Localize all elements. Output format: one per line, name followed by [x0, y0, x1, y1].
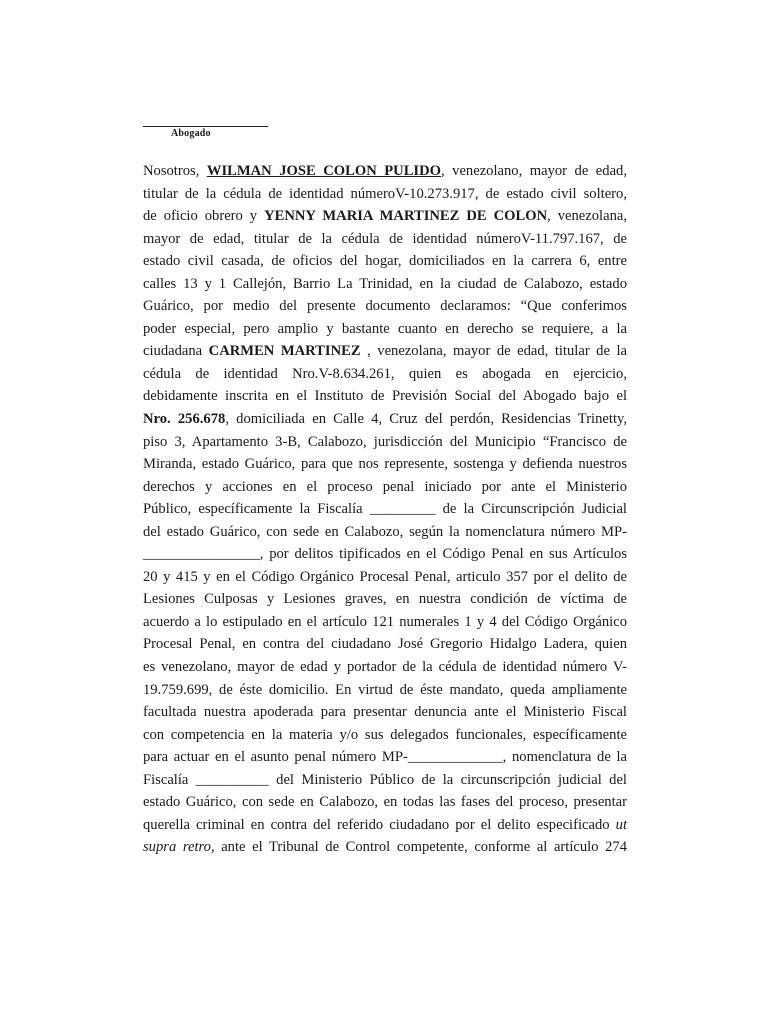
text-line: [143, 385, 627, 408]
text-segment: piso 3, Apartamento 3-B, Calabozo, jurisdicción del Municipio “Francisco de: [143, 433, 627, 450]
text-line: [143, 160, 627, 183]
text-segment: Lesiones Culposas y Lesiones graves, en nuestra condición de víctima de: [143, 591, 627, 608]
text-line: [143, 679, 627, 702]
text-segment: , ante el Tribunal de Control competente, conforme al artículo 274: [210, 839, 627, 856]
text-segment: poder especial, pero amplio y bastante cuanto en derecho se requiere, a la: [143, 320, 627, 337]
text-line: [143, 746, 627, 769]
text-line: [143, 476, 627, 499]
text-segment: ciudadana: [143, 343, 209, 360]
text-segment: Fiscalía __________ del Ministerio Público de la circunscripción judicial del: [143, 771, 627, 788]
text-line: [143, 273, 627, 296]
text-line: [143, 791, 627, 814]
text-segment: facultada nuestra apoderada para presentar denuncia ante el Ministerio Fiscal: [143, 704, 627, 721]
text-segment: WILMAN JOSE COLON PULIDO: [206, 163, 441, 179]
text-line: [143, 769, 627, 792]
text-segment: Público, específicamente la Fiscalía _________ de la Circunscripción Judicial: [143, 501, 627, 518]
text-line: [143, 250, 627, 273]
text-line: [143, 498, 627, 521]
text-segment: ________________, por delitos tipificados en el Código Penal en sus Artículos: [143, 546, 627, 563]
signature-label: Abogado: [171, 128, 211, 139]
text-segment: con competencia en la materia y/o sus delegados funcionales, específicamente: [143, 726, 627, 743]
text-line: [143, 836, 627, 859]
text-line: [143, 701, 627, 724]
text-line: [143, 408, 627, 431]
text-segment: derechos y acciones en el proceso penal iniciado por ante el Ministerio: [143, 478, 627, 495]
text-segment: estado Guárico, con sede en Calabozo, en todas las fases del proceso, presentar: [143, 794, 627, 811]
text-segment: Miranda, estado Guárico, para que nos represente, sostenga y defienda nuestros: [143, 456, 627, 473]
text-line: [143, 656, 627, 679]
text-line: [143, 183, 627, 206]
text-line: [143, 611, 627, 634]
text-segment: CARMEN MARTINEZ: [208, 343, 361, 360]
text-segment: , venezolano, mayor de edad,: [441, 163, 628, 179]
text-line: [143, 566, 627, 589]
text-line: [143, 318, 627, 341]
text-segment: querella criminal en contra del referido ciudadano por el delito especificado: [143, 816, 616, 833]
text-segment: del estado Guárico, con sede en Calabozo, según la nomenclatura número MP-: [143, 523, 627, 540]
text-segment: Procesal Penal, en contra del ciudadano José Gregorio Hidalgo Ladera, quien: [143, 636, 627, 653]
text-segment: para actuar en el asunto penal número MP-_____________, nomenclatura de la: [143, 749, 627, 766]
text-line: [143, 724, 627, 747]
text-segment: ut: [615, 816, 627, 833]
text-line: [143, 543, 627, 566]
text-segment: mayor de edad, titular de la cédula de identidad númeroV-11.797.167, de: [143, 230, 627, 247]
text-line: [143, 363, 627, 386]
text-line: [143, 228, 627, 251]
text-segment: , venezolana,: [547, 208, 628, 225]
document-body: [143, 160, 627, 859]
text-line: [143, 453, 627, 476]
text-segment: , venezolana, mayor de edad, titular de la: [360, 343, 627, 360]
text-line: [143, 205, 627, 228]
text-segment: calles 13 y 1 Callejón, Barrio La Trinidad, en la ciudad de Calabozo, estado: [143, 275, 627, 292]
text-line: [143, 521, 627, 544]
text-segment: es venezolano, mayor de edad y portador de la cédula de identidad número V-: [143, 659, 627, 676]
signature-line: [143, 126, 268, 127]
text-segment: Nro. 256.678: [143, 411, 226, 428]
text-segment: de oficio obrero y: [143, 208, 265, 225]
text-segment: titular de la cédula de identidad númeroV-10.273.917, de estado civil soltero,: [143, 185, 627, 202]
text-line: [143, 588, 627, 611]
text-segment: supra retro: [143, 839, 211, 856]
text-segment: YENNY MARIA MARTINEZ DE COLON: [264, 208, 548, 225]
text-line: [143, 633, 627, 656]
text-line: [143, 431, 627, 454]
text-segment: 19.759.699, de éste domicilio. En virtud de éste mandato, queda ampliamente: [143, 681, 627, 698]
text-segment: 20 y 415 y en el Código Orgánico Procesal Penal, articulo 357 por el delito de: [143, 568, 627, 585]
text-segment: acuerdo a lo estipulado en el artículo 121 numerales 1 y 4 del Código Orgánico: [143, 613, 627, 630]
text-segment: , domiciliada en Calle 4, Cruz del perdón, Residencias Trinetty,: [225, 411, 627, 428]
text-segment: debidamente inscrita en el Instituto de Previsión Social del Abogado bajo el: [143, 388, 627, 405]
text-segment: Nosotros,: [143, 163, 207, 179]
text-segment: Guárico, por medio del presente documento declaramos: “Que conferimos: [143, 298, 627, 315]
text-segment: cédula de identidad Nro.V-8.634.261, quien es abogada en ejercicio,: [143, 365, 627, 382]
text-segment: estado civil casada, de oficios del hogar, domiciliados en la carrera 6, entre: [143, 253, 627, 270]
text-line: [143, 295, 627, 318]
text-line: [143, 340, 627, 363]
text-line: [143, 814, 627, 837]
